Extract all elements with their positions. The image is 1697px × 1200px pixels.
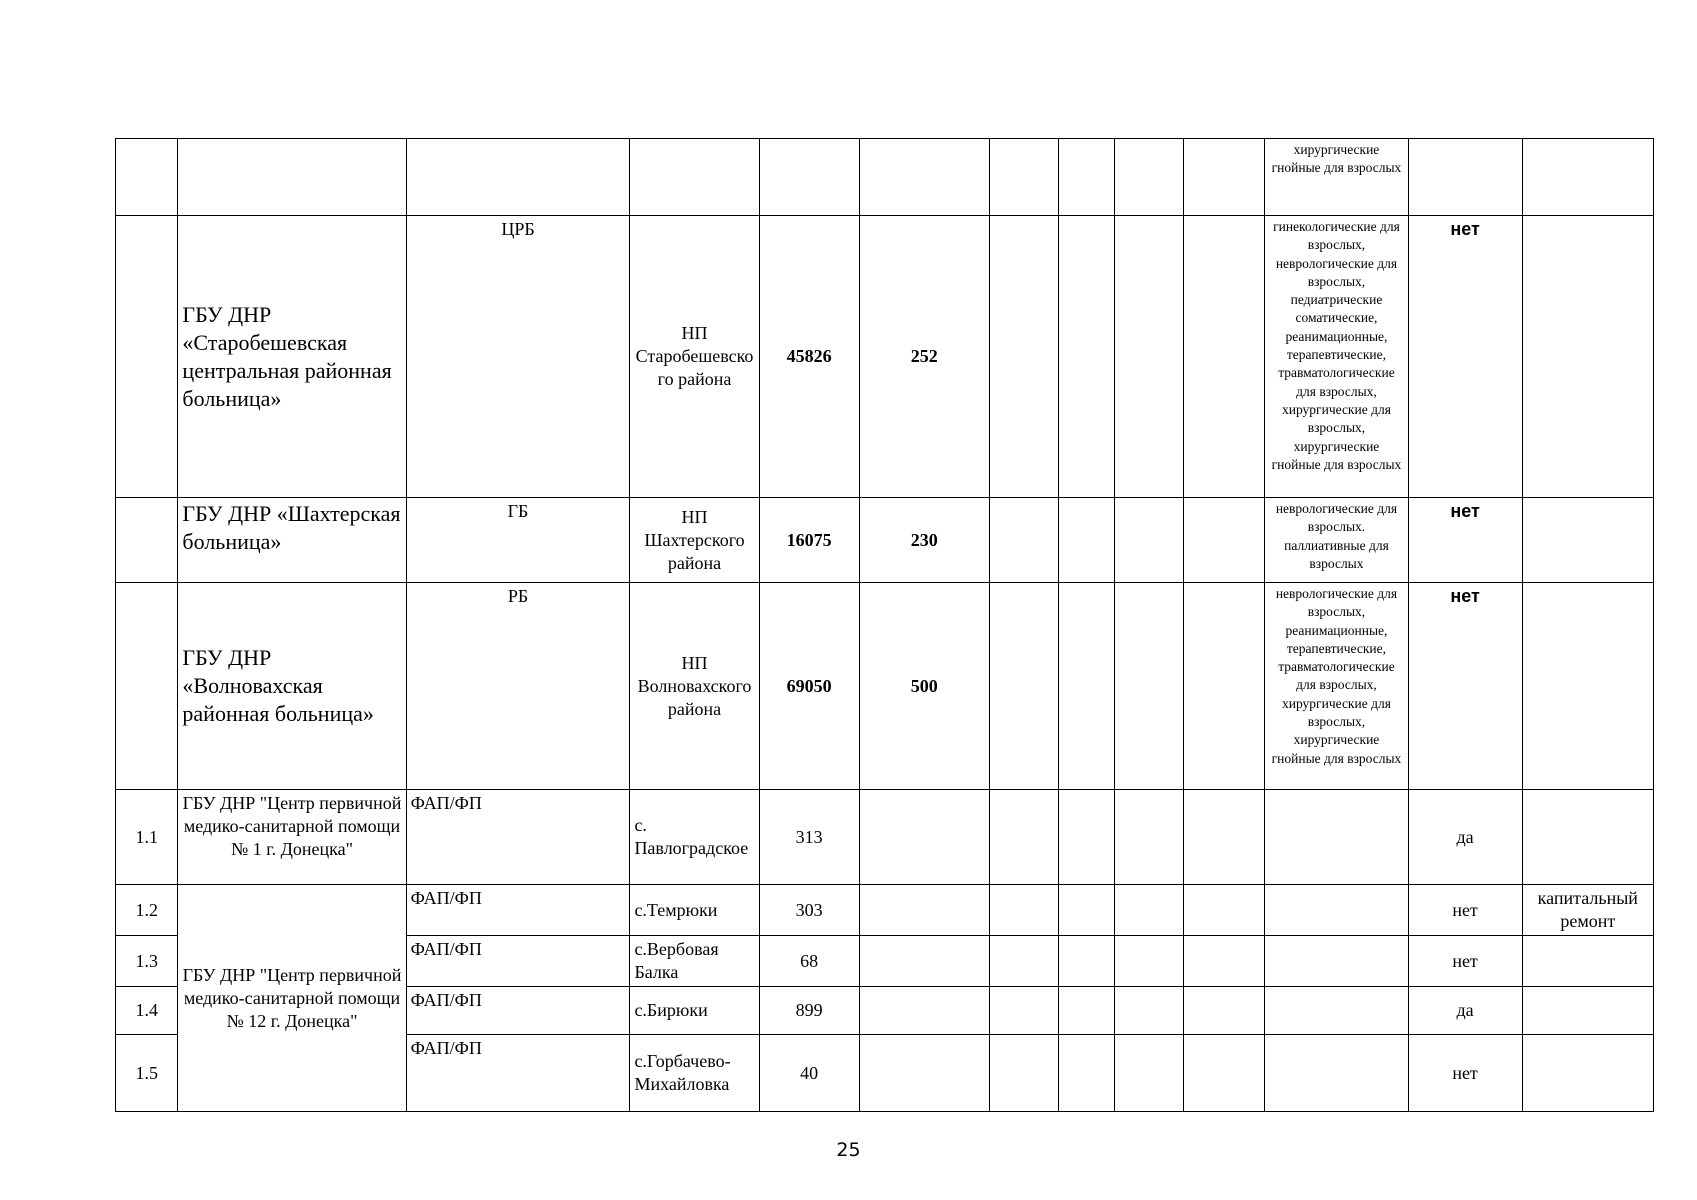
row-number: 1.5 [116, 1035, 178, 1112]
page-number: 25 [836, 1139, 861, 1161]
specialties-cell: неврологические для взрослых. паллиативные для взрослых [1265, 498, 1408, 583]
hospital-name: ГБУ ДНР «Волновахская районная больница» [178, 583, 406, 790]
flag-cell: да [1408, 790, 1522, 885]
table-row [116, 583, 1654, 790]
specialties-cell: хирургические гнойные для взрослых [1265, 139, 1408, 216]
flag-cell: нет [1408, 1035, 1522, 1112]
facility-type: ФАП/ФП [406, 1035, 630, 1112]
table-row [116, 498, 1654, 583]
territory: НП Волновахского района [630, 583, 759, 790]
table-row [116, 139, 1654, 216]
locality: с.Горбачево-Михайловка [630, 1035, 759, 1112]
facility-type: РБ [406, 583, 630, 790]
row-number: 1.4 [116, 987, 178, 1035]
table-row [116, 216, 1654, 498]
territory: НП Старобешевского района [630, 216, 759, 498]
beds: 230 [859, 498, 989, 583]
beds: 252 [859, 216, 989, 498]
facility-type: ФАП/ФП [406, 885, 630, 936]
flag-cell: нет [1408, 498, 1522, 583]
population: 303 [759, 885, 859, 936]
specialties-cell: гинекологические для взрослых, неврологические для взрослых, педиатрические соматические, реанимационные, терапевтические, травматологические для взрослых, хирургические для взрослых, хирургические гнойные для взрослых [1265, 216, 1408, 498]
facility-type: ЦРБ [406, 216, 630, 498]
flag-cell: да [1408, 987, 1522, 1035]
population: 16075 [759, 498, 859, 583]
population: 69050 [759, 583, 859, 790]
territory: НП Шахтерского района [630, 498, 759, 583]
population: 899 [759, 987, 859, 1035]
table-row [116, 885, 1654, 936]
specialties-cell: неврологические для взрослых, реанимационные, терапевтические, травматологические для взрослых, хирургические для взрослых, хирургические гнойные для взрослых [1265, 583, 1408, 790]
facility-type: ФАП/ФП [406, 936, 630, 987]
row-number: 1.3 [116, 936, 178, 987]
flag-cell: нет [1408, 583, 1522, 790]
locality: с.Бирюки [630, 987, 759, 1035]
org-name: ГБУ ДНР "Центр первичной медико-санитарной помощи № 12 г. Донецка" [178, 885, 406, 1112]
beds: 500 [859, 583, 989, 790]
population: 68 [759, 936, 859, 987]
hospital-name: ГБУ ДНР «Старобешевская центральная районная больница» [178, 216, 406, 498]
row-number: 1.2 [116, 885, 178, 936]
locality: с. Павлоградское [630, 790, 759, 885]
locality: с.Вербовая Балка [630, 936, 759, 987]
table-row [116, 790, 1654, 885]
flag-cell: нет [1408, 885, 1522, 936]
org-name: ГБУ ДНР "Центр первичной медико-санитарной помощи № 1 г. Донецка" [178, 790, 406, 885]
facility-type: ГБ [406, 498, 630, 583]
facility-type: ФАП/ФП [406, 987, 630, 1035]
population: 313 [759, 790, 859, 885]
row-number: 1.1 [116, 790, 178, 885]
locality: с.Темрюки [630, 885, 759, 936]
flag-cell: нет [1408, 216, 1522, 498]
hospital-name: ГБУ ДНР «Шахтерская больница» [178, 498, 406, 583]
flag-cell: нет [1408, 936, 1522, 987]
population: 45826 [759, 216, 859, 498]
population: 40 [759, 1035, 859, 1112]
note-cell: капитальный ремонт [1522, 885, 1653, 936]
hospital-table [115, 138, 1654, 1112]
facility-type: ФАП/ФП [406, 790, 630, 885]
